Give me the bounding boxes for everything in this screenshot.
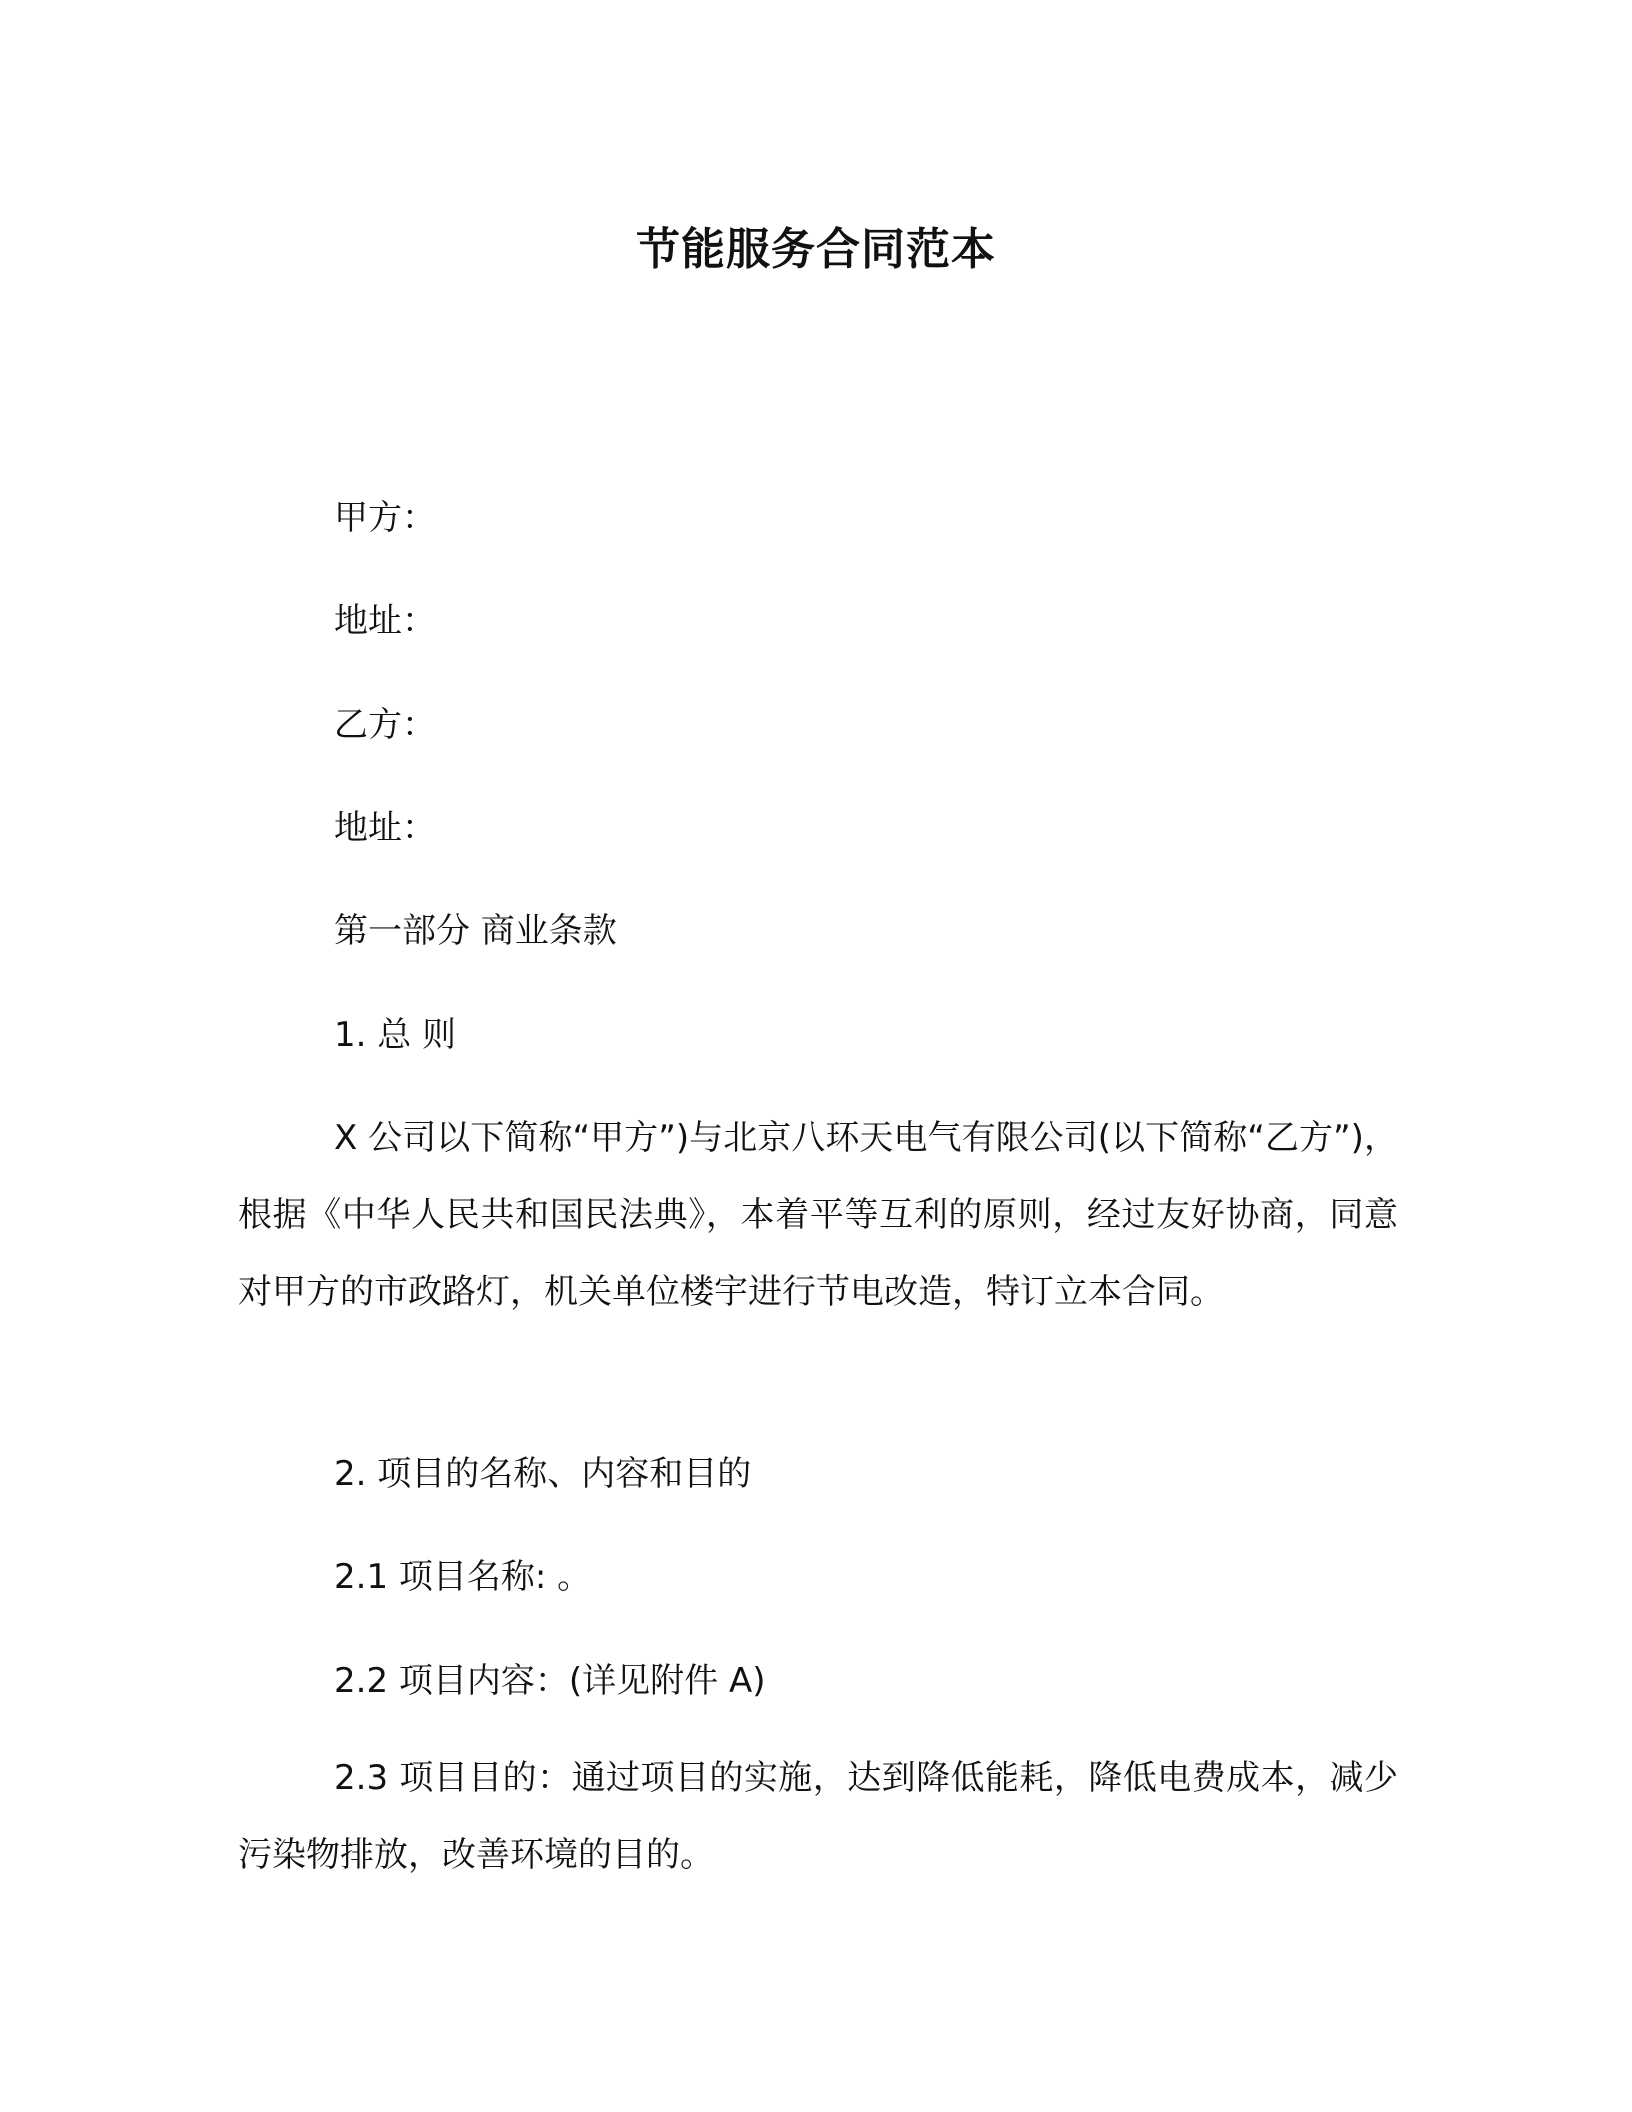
party-a-address-label: 地址：	[334, 601, 436, 641]
section-2-2: 2.2 项目内容：(详见附件 A)	[334, 1661, 766, 1701]
section-2-heading: 2. 项目的名称、内容和目的	[334, 1454, 752, 1494]
document-title: 节能服务合同范本	[636, 224, 996, 275]
party-b-label: 乙方：	[334, 705, 436, 745]
section-2-1: 2.1 项目名称: 。	[334, 1557, 592, 1597]
party-a-label: 甲方：	[334, 498, 436, 538]
section-1-heading: 1. 总 则	[334, 1015, 457, 1055]
part-one-heading: 第一部分 商业条款	[334, 911, 617, 951]
party-b-address-label: 地址：	[334, 808, 436, 848]
section-2-3: 2.3 项目目的：通过项目的实施，达到降低能耗，降低电费成本，减少污染物排放，改善环境的目的。	[238, 1758, 1398, 1875]
section-1-body: X 公司以下简称“甲方”)与北京八环天电气有限公司(以下简称“乙方”)，根据《中华人民共和国民法典》，本着平等互利的原则，经过友好协商，同意对甲方的市政路灯，机关单位楼宇进行节电改造，特订立本合同。	[238, 1118, 1398, 1312]
